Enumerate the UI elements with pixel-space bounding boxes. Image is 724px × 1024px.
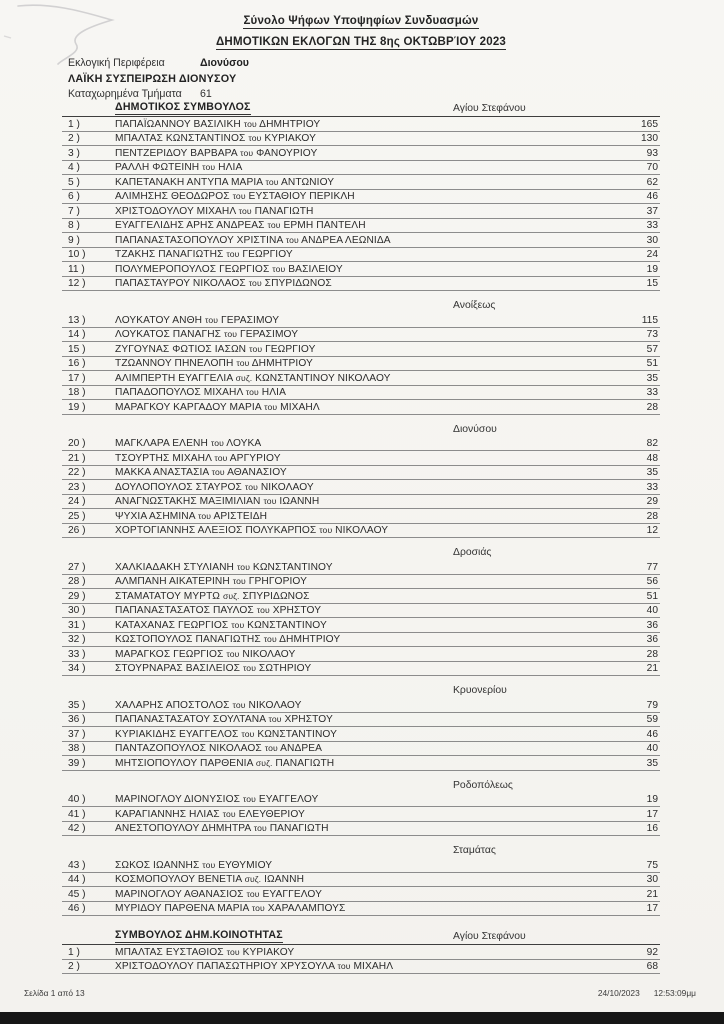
candidate-number: 41 ): [68, 808, 86, 820]
candidate-name: ΧΡΙΣΤΟΔΟΥΛΟΥ ΜΙΧΑΗΛ του ΠΑΝΑΓΙΩΤΗ: [115, 205, 314, 217]
candidate-votes: 62: [646, 176, 658, 188]
candidate-number: 8 ): [68, 220, 80, 231]
candidate-name: ΛΟΥΚΑΤΟΣ ΠΑΝΑΓΗΣ του ΓΕΡΑΣΙΜΟΥ: [115, 329, 299, 340]
candidate-name: ΜΑΡΙΝΟΓΛΟΥ ΑΘΑΝΑΣΙΟΣ του ΕΥΑΓΓΕΛΟΥ: [115, 888, 323, 900]
registered-sections-line: [62, 88, 660, 101]
candidate-name: ΠΑΝΤΑΖΟΠΟΥΛΟΣ ΝΙΚΟΛΑΟΣ του ΑΝΔΡΕΑ: [115, 743, 323, 754]
candidate-number: 37 ): [68, 728, 86, 740]
candidate-number: 31 ): [68, 619, 86, 631]
candidate-number: 2 ): [68, 961, 80, 972]
candidate-row: [62, 480, 660, 495]
candidate-row: [62, 328, 660, 343]
candidate-row: [62, 524, 660, 539]
candidate-number: 33 ): [68, 648, 86, 660]
candidate-number: 29 ): [68, 590, 86, 602]
area-header-row: [62, 676, 660, 698]
candidate-name: ΑΛΜΠΑΝΗ ΑΙΚΑΤΕΡΙΝΗ του ΓΡΗΓΟΡΙΟΥ: [115, 576, 307, 587]
candidate-name: ΠΑΠΑΝΑΣΤΑΣΟΠΟΥΛΟΥ ΧΡΙΣΤΙΝΑ του ΑΝΔΡΕΑ ΛΕΩΝΙΔΑ: [115, 234, 391, 246]
document-subtitle: [62, 35, 660, 49]
candidate-name: ΠΑΠΑΝΑΣΤΑΣΑΤΟΥ ΣΟΥΛΤΑΝΑ του ΧΡΗΣΤΟΥ: [115, 714, 333, 725]
party-name: ΛΑΪΚΗ ΣΥΣΠΕΙΡΩΣΗ ΔΙΟΝΥΣΟΥ: [68, 73, 237, 85]
candidate-number: 22 ): [68, 467, 86, 478]
candidate-name: ΚΑΤΑΧΑΝΑΣ ΓΕΩΡΓΙΟΣ του ΚΩΝΣΤΑΝΤΙΝΟΥ: [115, 619, 327, 631]
candidate-name: ΠΑΠΑΔΟΠΟΥΛΟΣ ΜΙΧΑΗΛ του ΗΛΙΑ: [115, 387, 286, 398]
area-header: Κρυονερίου: [453, 685, 507, 696]
candidate-name: ΠΟΛΥΜΕΡΟΠΟΥΛΟΣ ΓΕΩΡΓΙΟΣ του ΒΑΣΙΛΕΙΟΥ: [115, 263, 343, 275]
candidate-name: ΜΠΑΛΤΑΣ ΕΥΣΤΑΘΙΟΣ του ΚΥΡΙΑΚΟΥ: [115, 946, 295, 958]
candidate-row: [62, 807, 660, 822]
candidate-row: [62, 822, 660, 837]
candidate-row: [62, 495, 660, 510]
area-header: Αγίου Στεφάνου: [453, 103, 526, 114]
candidate-row: [62, 662, 660, 677]
candidate-number: 24 ): [68, 496, 86, 507]
candidate-votes: 40: [646, 743, 658, 754]
candidate-number: 38 ): [68, 743, 86, 754]
candidate-votes: 37: [646, 205, 658, 217]
candidate-row: [62, 437, 660, 452]
candidate-number: 35 ): [68, 699, 86, 711]
candidate-name: ΜΑΡΙΝΟΓΛΟΥ ΔΙΟΝΥΣΙΟΣ του ΕΥΑΓΓΕΛΟΥ: [115, 794, 319, 805]
candidate-votes: 33: [646, 387, 658, 398]
candidate-name: ΚΥΡΙΑΚΙΔΗΣ ΕΥΑΓΓΕΛΟΣ του ΚΩΝΣΤΑΝΤΙΝΟΥ: [115, 728, 338, 740]
title-line-1: Σύνολο Ψήφων Υποψηφίων Συνδυασμών: [243, 15, 479, 27]
candidate-name: ΠΑΠΑΣΤΑΥΡΟΥ ΝΙΚΟΛΑΟΣ του ΣΠΥΡΙΔΩΝΟΣ: [115, 278, 332, 289]
candidate-votes: 16: [646, 823, 658, 834]
candidate-votes: 73: [646, 329, 658, 340]
candidate-votes: 21: [646, 888, 658, 900]
candidate-name: ΠΑΠΑΝΑΣΤΑΣΑΤΟΣ ΠΑΥΛΟΣ του ΧΡΗΣΤΟΥ: [115, 605, 322, 616]
candidate-number: 23 ): [68, 481, 86, 493]
candidate-votes: 93: [646, 147, 658, 159]
table-header-row: [62, 101, 660, 117]
candidate-row: [62, 727, 660, 742]
scan-edge-bar: [0, 1012, 724, 1024]
candidate-votes: 17: [646, 808, 658, 820]
area-header: Αγίου Στεφάνου: [453, 931, 526, 942]
candidate-votes: 30: [646, 234, 658, 246]
candidate-votes: 57: [646, 343, 658, 355]
candidate-row: [62, 604, 660, 619]
registered-sections-value: 61: [200, 88, 212, 100]
candidate-name: ΜΥΡΙΔΟΥ ΠΑΡΘΕΝΑ ΜΑΡΙΑ του ΧΑΡΑΛΑΜΠΟΥΣ: [115, 903, 346, 914]
candidate-votes: 19: [646, 794, 658, 805]
candidate-number: 9 ): [68, 234, 80, 246]
candidate-row: [62, 386, 660, 401]
candidate-row: [62, 466, 660, 481]
candidate-number: 21 ): [68, 452, 86, 464]
candidate-name: ΜΗΤΣΙΟΠΟΥΛΟΥ ΠΑΡΘΕΝΙΑ συζ. ΠΑΝΑΓΙΩΤΗ: [115, 757, 335, 769]
candidate-votes: 51: [646, 590, 658, 602]
area-header: Διονύσου: [453, 423, 497, 435]
candidate-number: 15 ): [68, 343, 86, 355]
candidate-row: [62, 248, 660, 263]
candidate-row: [62, 858, 660, 873]
candidate-name: ΡΑΛΛΗ ΦΩΤΕΙΝΗ του ΗΛΙΑ: [115, 162, 243, 173]
candidate-votes: 28: [646, 510, 658, 522]
candidate-number: 43 ): [68, 859, 86, 871]
candidate-name: ΚΟΣΜΟΠΟΥΛΟΥ ΒΕΝΕΤΙΑ συζ. ΙΩΑΝΝΗ: [115, 874, 305, 885]
results-table: [62, 929, 660, 974]
candidate-number: 27 ): [68, 561, 86, 573]
print-datetime: [584, 988, 696, 998]
candidate-row: [62, 698, 660, 713]
candidate-number: 7 ): [68, 205, 80, 217]
candidate-row: [62, 400, 660, 415]
candidate-row: [62, 647, 660, 662]
candidate-row: [62, 633, 660, 648]
candidate-number: 42 ): [68, 823, 86, 834]
candidate-row: [62, 219, 660, 234]
candidate-name: ΣΩΚΟΣ ΙΩΑΝΝΗΣ του ΕΥΘΥΜΙΟΥ: [115, 859, 273, 871]
candidate-number: 13 ): [68, 314, 86, 326]
candidate-votes: 19: [646, 263, 658, 275]
table-title: ΣΥΜΒΟΥΛΟΣ ΔΗΜ.ΚΟΙΝΟΤΗΤΑΣ: [115, 929, 283, 941]
candidate-number: 11 ): [68, 263, 85, 275]
candidate-number: 12 ): [68, 278, 86, 289]
candidate-votes: 17: [646, 903, 658, 914]
candidate-number: 40 ): [68, 794, 86, 805]
candidate-name: ΤΣΟΥΡΤΗΣ ΜΙΧΑΗΛ του ΑΡΓΥΡΙΟΥ: [115, 452, 281, 464]
candidate-row: [62, 357, 660, 372]
candidate-row: [62, 713, 660, 728]
candidate-name: ΧΟΡΤΟΓΙΑΝΝΗΣ ΑΛΕΞΙΟΣ ΠΟΛΥΚΑΡΠΟΣ του ΝΙΚΟΛΑΟΥ: [115, 525, 389, 536]
candidate-number: 4 ): [68, 162, 80, 173]
candidate-number: 46 ): [68, 903, 86, 914]
candidate-name: ΚΩΣΤΟΠΟΥΛΟΣ ΠΑΝΑΓΙΩΤΗΣ του ΔΗΜΗΤΡΙΟΥ: [115, 634, 341, 645]
candidate-row: [62, 175, 660, 190]
candidate-name: ΜΑΓΚΛΑΡΑ ΕΛΕΝΗ του ΛΟΥΚΑ: [115, 438, 262, 449]
candidate-name: ΑΛΙΜΠΕΡΤΗ ΕΥΑΓΓΕΛΙΑ συζ. ΚΩΝΣΤΑΝΤΙΝΟΥ ΝΙΚΟΛΑΟΥ: [115, 372, 391, 384]
page-content: [62, 14, 660, 974]
candidate-votes: 82: [646, 438, 658, 449]
candidate-name: ΜΑΡΑΓΚΟΥ ΚΑΡΓΑΔΟΥ ΜΑΡΙΑ του ΜΙΧΑΗΛ: [115, 401, 320, 413]
candidate-votes: 24: [646, 249, 658, 260]
candidate-number: 19 ): [68, 401, 86, 413]
print-date: 24/10/2023: [597, 988, 640, 998]
candidate-name: ΑΝΑΓΝΩΣΤΑΚΗΣ ΜΑΞΙΜΙΛΙΑΝ του ΙΩΑΝΝΗ: [115, 496, 320, 507]
candidate-votes: 12: [646, 525, 658, 536]
candidate-name: ΠΑΠΑΪΩΑΝΝΟΥ ΒΑΣΙΛΙΚΗ του ΔΗΜΗΤΡΙΟΥ: [115, 118, 321, 130]
area-header-row: [62, 836, 660, 858]
candidate-number: 18 ): [68, 387, 86, 398]
candidate-name: ΜΠΑΛΤΑΣ ΚΩΝΣΤΑΝΤΙΝΟΣ του ΚΥΡΙΑΚΟΥ: [115, 133, 317, 144]
candidate-row: [62, 161, 660, 176]
candidate-number: 45 ): [68, 888, 86, 900]
candidate-number: 1 ): [68, 118, 80, 130]
candidate-votes: 165: [641, 118, 658, 130]
area-header-row: [62, 415, 660, 437]
candidate-row: [62, 945, 660, 960]
candidate-name: ΧΡΙΣΤΟΔΟΥΛΟΥ ΠΑΠΑΣΩΤΗΡΙΟΥ ΧΡΥΣΟΥΛΑ του ΜΙΧΑΗΛ: [115, 961, 394, 972]
candidate-votes: 115: [641, 314, 658, 326]
candidate-votes: 56: [646, 576, 658, 587]
candidate-number: 44 ): [68, 874, 86, 885]
candidate-row: [62, 204, 660, 219]
candidate-name: ΚΑΡΑΓΙΑΝΝΗΣ ΗΛΙΑΣ του ΕΛΕΥΘΕΡΙΟΥ: [115, 808, 305, 820]
candidate-row: [62, 560, 660, 575]
results-table: [62, 101, 660, 916]
candidate-number: 1 ): [68, 946, 80, 958]
area-header: Σταμάτας: [453, 845, 496, 856]
candidate-name: ΧΑΛΚΙΑΔΑΚΗ ΣΤΥΛΙΑΝΗ του ΚΩΝΣΤΑΝΤΙΝΟΥ: [115, 561, 333, 573]
candidate-votes: 75: [646, 859, 658, 871]
candidate-votes: 48: [646, 452, 658, 464]
candidate-row: [62, 313, 660, 328]
candidate-votes: 77: [646, 561, 658, 573]
candidate-votes: 29: [646, 496, 658, 507]
candidate-votes: 35: [646, 372, 658, 384]
candidate-row: [62, 117, 660, 132]
candidate-name: ΠΕΝΤΖΕΡΙΔΟΥ ΒΑΡΒΑΡΑ του ΦΑΝΟΥΡΙΟΥ: [115, 147, 318, 159]
candidate-name: ΨΥΧΙΑ ΑΣΗΜΙΝΑ του ΑΡΙΣΤΕΙΔΗ: [115, 510, 268, 522]
candidate-name: ΤΖΩΑΝΝΟΥ ΠΗΝΕΛΟΠΗ του ΔΗΜΗΤΡΙΟΥ: [115, 358, 313, 369]
candidate-number: 32 ): [68, 634, 86, 645]
candidate-number: 10 ): [68, 249, 86, 260]
candidate-name: ΣΤΑΜΑΤΑΤΟΥ ΜΥΡΤΩ συζ. ΣΠΥΡΙΔΩΝΟΣ: [115, 590, 310, 602]
candidate-votes: 46: [646, 191, 658, 202]
candidate-number: 2 ): [68, 133, 80, 144]
candidate-row: [62, 277, 660, 292]
area-header-row: [62, 771, 660, 793]
candidate-name: ΔΟΥΛΟΠΟΥΛΟΣ ΣΤΑΥΡΟΣ του ΝΙΚΟΛΑΟΥ: [115, 481, 314, 493]
candidate-number: 28 ): [68, 576, 86, 587]
candidate-number: 14 ): [68, 329, 86, 340]
candidate-name: ΜΑΚΚΑ ΑΝΑΣΤΑΣΙΑ του ΑΘΑΝΑΣΙΟΥ: [115, 467, 287, 478]
area-header: Ανοίξεως: [453, 300, 496, 311]
candidate-name: ΤΖΑΚΗΣ ΠΑΝΑΓΙΩΤΗΣ του ΓΕΩΡΓΙΟΥ: [115, 249, 293, 260]
candidate-votes: 30: [646, 874, 658, 885]
candidate-votes: 130: [641, 133, 658, 144]
candidate-votes: 70: [646, 162, 658, 173]
registered-sections-label: Καταχωρημένα Τμήματα: [68, 88, 182, 100]
candidate-votes: 35: [646, 757, 658, 769]
candidate-votes: 35: [646, 467, 658, 478]
electoral-district-label: Εκλογική Περιφέρεια: [68, 57, 165, 69]
candidate-votes: 46: [646, 728, 658, 740]
candidate-row: [62, 902, 660, 917]
candidate-votes: 36: [646, 634, 658, 645]
page-number: Σελίδα 1 από 13: [24, 988, 85, 998]
candidate-number: 20 ): [68, 438, 86, 449]
candidate-row: [62, 742, 660, 757]
candidate-votes: 59: [646, 714, 658, 725]
print-time: 12:53:09μμ: [653, 988, 696, 998]
candidate-votes: 92: [646, 946, 658, 958]
table-title: ΔΗΜΟΤΙΚΟΣ ΣΥΜΒΟΥΛΟΣ: [115, 101, 251, 113]
area-header: Δροσιάς: [453, 547, 492, 558]
candidate-name: ΑΛΙΜΗΣΗΣ ΘΕΟΔΩΡΟΣ του ΕΥΣΤΑΘΙΟΥ ΠΕΡΙΚΛΗ: [115, 191, 355, 202]
candidate-row: [62, 132, 660, 147]
candidate-row: [62, 756, 660, 771]
candidate-name: ΛΟΥΚΑΤΟΥ ΑΝΘΗ του ΓΕΡΑΣΙΜΟΥ: [115, 314, 280, 326]
candidate-row: [62, 342, 660, 357]
candidate-name: ΑΝΕΣΤΟΠΟΥΛΟΥ ΔΗΜΗΤΡΑ του ΠΑΝΑΓΙΩΤΗ: [115, 823, 329, 834]
candidate-row: [62, 589, 660, 604]
candidate-row: [62, 960, 660, 975]
candidate-votes: 28: [646, 648, 658, 660]
document-title: [62, 14, 660, 28]
electoral-district-value: Διονύσου: [200, 57, 249, 69]
electoral-district-line: [62, 57, 660, 70]
candidate-name: ΜΑΡΑΓΚΟΣ ΓΕΩΡΓΙΟΣ του ΝΙΚΟΛΑΟΥ: [115, 648, 296, 660]
candidate-number: 34 ): [68, 663, 86, 674]
candidate-row: [62, 618, 660, 633]
candidate-votes: 33: [646, 481, 658, 493]
candidate-row: [62, 262, 660, 277]
candidate-name: ΧΑΛΑΡΗΣ ΑΠΟΣΤΟΛΟΣ του ΝΙΚΟΛΑΟΥ: [115, 699, 302, 711]
candidate-votes: 15: [646, 278, 658, 289]
candidate-votes: 40: [646, 605, 658, 616]
candidate-number: 36 ): [68, 714, 86, 725]
candidate-votes: 36: [646, 619, 658, 631]
candidate-name: ΣΤΟΥΡΝΑΡΑΣ ΒΑΣΙΛΕΙΟΣ του ΣΩΤΗΡΙΟΥ: [115, 663, 312, 674]
candidate-row: [62, 233, 660, 248]
candidate-row: [62, 451, 660, 466]
candidate-number: 3 ): [68, 147, 80, 159]
candidate-row: [62, 793, 660, 808]
candidate-row: [62, 371, 660, 386]
area-header-row: [62, 291, 660, 313]
candidate-name: ΚΑΠΕΤΑΝΑΚΗ ΑΝΤΥΠΑ ΜΑΡΙΑ του ΑΝΤΩΝΙΟΥ: [115, 176, 335, 188]
candidate-number: 17 ): [68, 372, 86, 384]
candidate-name: ΖΥΓΟΥΝΑΣ ΦΩΤΙΟΣ ΙΑΣΩΝ του ΓΕΩΡΓΙΟΥ: [115, 343, 316, 355]
table-header-row: [62, 929, 660, 945]
candidate-number: 39 ): [68, 757, 86, 769]
candidate-row: [62, 575, 660, 590]
area-header: Ροδοπόλεως: [453, 779, 513, 791]
candidate-votes: 68: [646, 961, 658, 972]
candidate-number: 16 ): [68, 358, 86, 369]
candidate-name: ΕΥΑΓΓΕΛΙΔΗΣ ΑΡΗΣ ΑΝΔΡΕΑΣ του ΕΡΜΗ ΠΑΝΤΕΛΗ: [115, 220, 366, 231]
candidate-number: 25 ): [68, 510, 86, 522]
candidate-row: [62, 190, 660, 205]
candidate-number: 5 ): [68, 176, 80, 188]
candidate-number: 26 ): [68, 525, 86, 536]
candidate-number: 6 ): [68, 191, 80, 202]
results-tables: [62, 101, 660, 974]
candidate-row: [62, 509, 660, 524]
candidate-votes: 21: [646, 663, 658, 674]
candidate-number: 30 ): [68, 605, 86, 616]
candidate-row: [62, 146, 660, 161]
area-header-row: [62, 538, 660, 560]
candidate-votes: 51: [646, 358, 658, 369]
candidate-votes: 28: [646, 401, 658, 413]
page-footer: [24, 988, 696, 998]
candidate-row: [62, 873, 660, 888]
candidate-row: [62, 887, 660, 902]
candidate-votes: 33: [646, 220, 658, 231]
title-line-2: ΔΗΜΟΤΙΚΩΝ ΕΚΛΟΓΩΝ ΤΗΣ 8ης ΟΚΤΩΒΡΊΟΥ 2023: [215, 36, 507, 48]
candidate-votes: 79: [646, 699, 658, 711]
